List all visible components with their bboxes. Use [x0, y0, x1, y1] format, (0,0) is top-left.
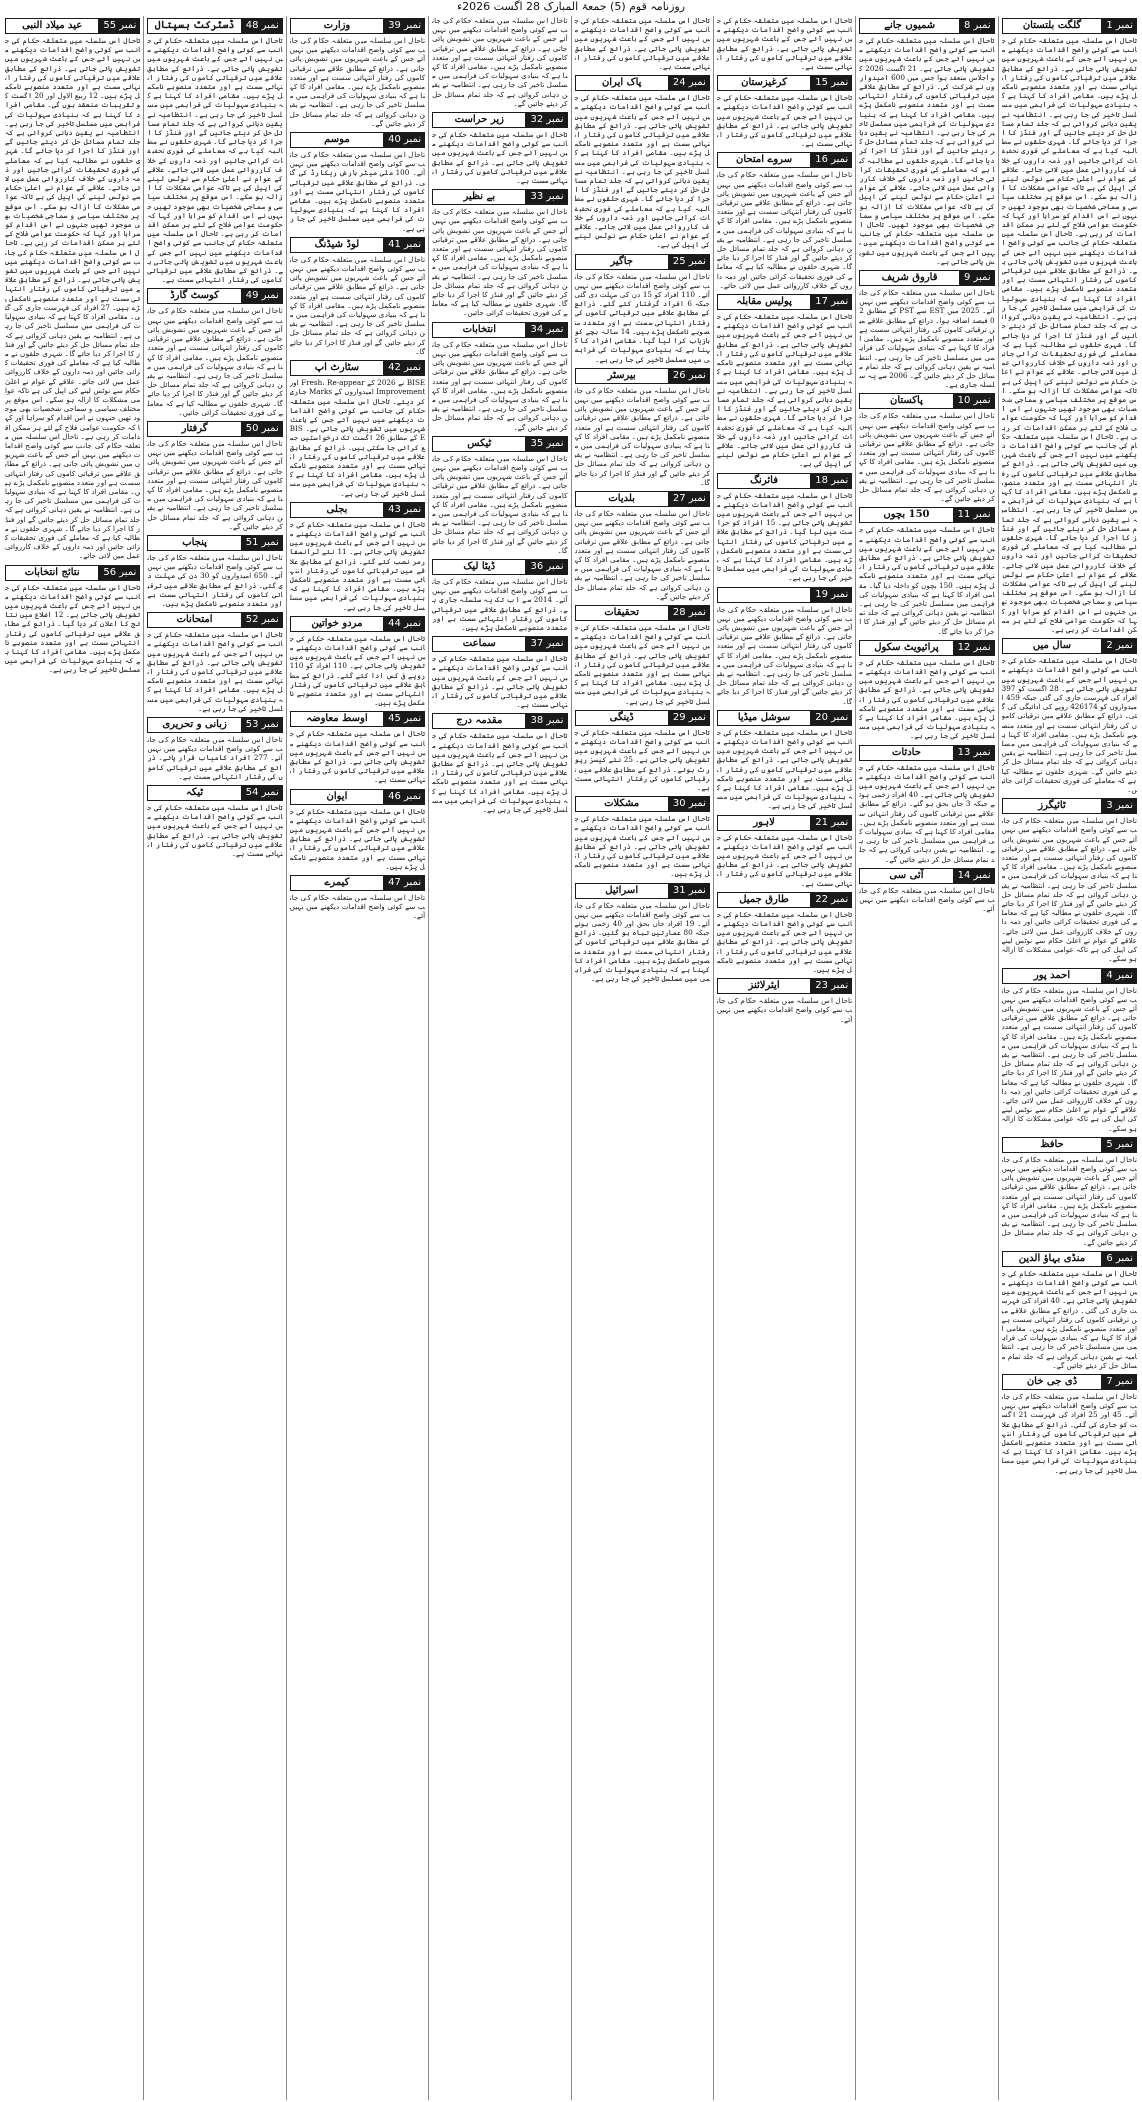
- story-body: تاحال اس سلسلہ میں متعلقہ حکام کی جانب سے کوئی واضح اقدامات دیکھنے میں نہیں آئے۔: [859, 885, 995, 914]
- story-title: پنجاب: [147, 535, 241, 551]
- story-number-badge: نمبر 38: [526, 713, 567, 729]
- story-headline-bar: [1002, 798, 1137, 814]
- story-body: تاحال اس سلسلہ میں متعلقہ حکام کی جانب سے کوئی واضح اقدامات دیکھنے میں نہیں آئے جس کے باعث شہریوں میں تشویش پائی جاتی ہے۔ ذرائع کے مطابق علاقے میں ترقیاتی کاموں کی رفتار انتہائی سست ہے۔: [716, 93, 853, 149]
- story-headline-bar: [717, 152, 852, 168]
- story-headline-bar: [147, 18, 282, 34]
- story-body: تاحال اس سلسلہ میں متعلقہ حکام کی جانب سے کوئی واضح اقدامات دیکھنے میں نہیں آئے جس کے باعث شہریوں میں تشویش پائی جاتی ہے۔ ذرائع کے مطابق علاقے میں ترقیاتی کاموں کی رفتار انتہائی سست ہے اور متعدد منصوبے نامکمل پڑے ہیں۔ مقامی افراد کا کہنا ہے کہ بنیادی سہولیات کی فراہمی میں مسلسل تاخیر کی جا رہی ہے۔ انتظامیہ نے یقین دہانی کروائی ہے کہ جلد تمام مسائل حل کر دیئے جائیں گے اور فنڈز کا اجرا کر دیا جائے گا۔ شہری حلقوں نے مطالبہ کیا ہے کہ معاملے کی فوری تحقیقات کرائی جائیں اور ذمہ داروں کے خلاف کارروائی عمل میں لائی جائے۔ علاقے کے عوام نے اعلیٰ حکام سے نوٹس لینے کی اپیل کی ہے تاکہ عوامی مشکلات کا ازالہ ہو سکے۔ اس موقع پر مختلف سیاسی و سماجی شخصیات بھی موجود تھیں جنہوں نے اس اقدام کو سراہا اور کہا کہ حکومت عوامی فلاح کے لئے ہر ممکن اقدامات کر رہی ہے۔ تاحال اس سلسلہ میں متعلقہ حکام کی جانب سے کوئی واضح اقدامات دیکھنے میں نہیں آئے جس کے باعث شہریوں میں تشویش پائی جاتی ہے۔ ذرائع کے مطابق علاقے میں ترقیاتی کاموں کی رفتار انتہائی سست ہے اور متعدد منصوبے نامکمل پڑے ہیں۔ مقامی افراد کا کہنا ہے کہ بنیادی سہولیات کی فراہمی میں مسلسل تاخیر کی جا رہی ہے۔ انتظامیہ نے یقین دہانی کروائی ہے کہ جلد تمام مسائل حل کر دیئے جائیں گے اور فنڈز کا اجرا کر دیا جائے گا۔ شہری حلقوں نے مطالبہ کیا ہے کہ معاملے کی فوری تحقیقات کرائی جائیں اور ذمہ داروں کے خلاف کارروائی عمل میں لائی جائے۔ علاقے کے عوام نے اعلیٰ حکام سے نوٹس لینے کی اپیل کی ہے تاکہ عوامی مشکلات کا ازالہ ہو سکے۔ اس موقع پر مختلف سیاسی و سماجی شخصیات بھی موجود تھیں جنہوں نے اس اقدام کو سراہا اور کہا کہ حکومت عوامی فلاح کے لئے ہر ممکن اقدامات کر رہی ہے۔ تاحال اس سلسلہ میں متعلقہ حکام کی جانب سے کوئی واضح اقدامات دیکھنے میں نہیں آئے جس کے باعث شہریوں میں تشویش پائی جاتی ہے۔ ذرائع کے مطابق علاقے میں ترقیاتی کاموں کی رفتار انتہائی سست ہے اور متعدد منصوبے نامکمل پڑے ہیں۔ مقامی افراد کا کہنا ہے کہ بنیادی سہولیات کی فراہمی میں مسلسل تاخیر کی جا رہی ہے۔ انتظامیہ نے یقین دہانی کروائی ہے کہ جلد تمام مسائل حل کر دیئے جائیں گے اور فنڈز کا اجرا کر دیا جائے گا۔ شہری حلقوں نے مطالبہ کیا ہے کہ معاملے کی فوری تحقیقات کرائی جائیں اور ذمہ داروں کے خلاف کارروائی عمل میں لائی جائے۔ علاقے کے عوام نے اعلیٰ حکام سے نوٹس لینے کی اپیل کی ہے تاکہ عوامی مشکلات کا ازالہ ہو سکے۔ اس موقع پر مختلف سیاسی و سماجی شخصیات بھی موجود تھیں جنہوں نے اس اقدام کو سراہا اور کہا کہ حکومت عوامی فلاح کے لئے ہر ممکن اقدامات کر رہی ہے۔: [1001, 36, 1137, 634]
- story-title: ایوان: [290, 789, 384, 805]
- story-headline-bar: [1002, 1137, 1137, 1153]
- story-number-badge: نمبر 56: [99, 565, 140, 581]
- story-headline-bar: [147, 288, 282, 304]
- story-title: بلدیات: [575, 491, 669, 507]
- news-story: [575, 75, 710, 249]
- story-number-badge: نمبر 46: [384, 789, 425, 805]
- story-headline-bar: [575, 883, 710, 899]
- story-body: تاحال اس سلسلہ میں متعلقہ حکام کی جانب سے کوئی واضح اقدامات دیکھنے میں نہیں آئے جس کے باعث شہریوں میں تشویش پائی جاتی ہے۔ ذرائع کے مطابق علاقے میں ترقیاتی کاموں کی رفتار انتہائی سست ہے اور متعدد منصوبے نامکمل پڑے ہیں۔ مقامی افراد کا کہنا ہے کہ بنیادی سہولیات کی فراہمی میں مسلسل تاخیر کی جا رہی ہے۔ انتظامیہ نے یقین دہانی کروائی ہے کہ جلد تمام مسائل حل کر دیئے جائیں گے۔: [859, 411, 995, 504]
- news-story: [575, 16, 710, 71]
- news-story: [432, 16, 567, 108]
- story-body: تاحال اس سلسلہ میں متعلقہ حکام کی جانب سے کوئی واضح اقدامات دیکھنے میں نہیں آئے۔ 277 افراد کامیاب قرار پائے۔ ذرائع کے مطابق علاقے میں ترقیاتی کاموں کی رفتار انتہائی سست ہے۔: [147, 735, 283, 781]
- story-number-badge: نمبر 36: [526, 559, 567, 575]
- story-title: پولیس مقابلہ: [717, 294, 811, 310]
- story-headline-bar: [290, 789, 425, 805]
- story-body: تاحال اس سلسلہ میں متعلقہ حکام کی جانب سے کوئی واضح اقدامات دیکھنے میں نہیں آئے۔ 650 امیدواروں کو 30 دن کی مہلت دی گئی۔ ذرائع کے مطابق علاقے میں ترقیاتی کاموں کی رفتار انتہائی سست ہے اور متعدد منصوبے نامکمل پڑے ہیں۔: [147, 552, 283, 608]
- newspaper-page: [2, 16, 1140, 2100]
- story-headline-bar: [290, 132, 425, 148]
- news-story: [147, 612, 282, 713]
- news-story: [717, 978, 852, 1024]
- story-title: ڈسٹرکٹ ہسپتال: [147, 18, 241, 34]
- news-column: [286, 16, 428, 2100]
- story-number-badge: نمبر 52: [242, 612, 283, 628]
- story-headline-bar: [859, 745, 994, 761]
- story-headline-bar: [859, 507, 994, 523]
- story-body: تاحال اس سلسلہ میں متعلقہ حکام کی جانب سے کوئی واضح اقدامات دیکھنے میں نہیں آئے۔: [289, 893, 426, 921]
- story-number-badge: نمبر 37: [526, 636, 567, 652]
- story-headline-bar: [859, 640, 994, 656]
- story-number-badge: نمبر 24: [669, 75, 710, 91]
- story-title: حادثات: [859, 745, 953, 761]
- story-number-badge: نمبر 5: [1102, 1137, 1137, 1153]
- story-body: تاحال اس سلسلہ میں متعلقہ حکام کی جانب سے کوئی واضح اقدامات دیکھنے میں نہیں آئے جس کے باعث شہریوں میں تشویش پائی جاتی ہے۔ ذرائع کے مطابق علاقے میں ترقیاتی کاموں کی رفتار انتہائی سست ہے اور متعدد منصوبے نامکمل پڑے ہیں۔ مقامی افراد کا کہنا ہے کہ بنیادی سہولیات کی فراہمی میں مسلسل تاخیر کی جا رہی ہے۔ انتظامیہ نے یقین دہانی کروائی ہے کہ جلد تمام مسائل حل کر دیئے جائیں گے۔: [574, 508, 710, 601]
- story-number-badge: نمبر 3: [1102, 798, 1137, 814]
- story-title: بجلی: [290, 502, 384, 518]
- story-headline-bar: [1002, 968, 1137, 984]
- story-body: تاحال اس سلسلہ میں متعلقہ حکام کی جانب سے کوئی واضح اقدامات دیکھنے میں نہیں آئے جس کے باعث شہریوں میں تشویش پائی جاتی ہے۔ ذرائع کے مطابق علاقے میں ترقیاتی کاموں کی رفتار انتہائی سست ہے اور متعدد منصوبے نامکمل پڑے ہیں۔ مقامی افراد کا کہنا ہے کہ بنیادی سہولیات کی فراہمی میں مسلسل تاخیر کی جا رہی ہے۔ انتظامیہ نے یقین دہانی کروائی ہے کہ جلد تمام مسائل حل کر دیئے جائیں گے اور فنڈز کا اجرا کر دیا جائے گا۔: [574, 385, 710, 487]
- news-story: [717, 294, 852, 468]
- story-headline-bar: [859, 868, 994, 884]
- story-number-badge: نمبر 2: [1102, 638, 1137, 654]
- story-body: تاحال اس سلسلہ میں متعلقہ حکام کی جانب سے کوئی واضح اقدامات دیکھنے میں نہیں آئے جس کے باعث شہریوں میں تشویش پائی جاتی ہے۔ ذرائع کے مطابق علاقے میں ترقیاتی کاموں کی رفتار انتہائی سست ہے اور متعدد منصوبے نامکمل پڑے ہیں۔ مقامی افراد کا کہنا ہے کہ بنیادی سہولیات کی فراہمی میں مسلسل تاخیر کی جا رہی ہے۔ انتظامیہ نے یقین دہانی کروائی ہے کہ جلد تمام مسائل حل کر دیئے جائیں گے۔: [1001, 1154, 1137, 1247]
- story-body: تاحال اس سلسلہ میں متعلقہ حکام کی جانب سے کوئی واضح اقدامات دیکھنے میں نہیں آئے جس کے باعث شہریوں میں تشویش پائی جاتی ہے۔ ذرائع کے مطابق علاقے میں ترقیاتی کاموں کی رفتار انتہائی سست ہے اور متعدد منصوبے نامکمل پڑے ہیں۔ مقامی افراد کا کہنا ہے کہ بنیادی سہولیات کی فراہمی میں مسلسل تاخیر کی جا رہی ہے۔ انتظامیہ نے یقین دہانی کروائی ہے کہ جلد تمام مسائل حل کر دیئے جائیں گے۔: [147, 438, 283, 531]
- news-story: [1002, 1137, 1137, 1247]
- news-column: [713, 16, 855, 2100]
- news-story: [1002, 798, 1137, 963]
- story-body: تاحال اس سلسلہ میں متعلقہ حکام کی جانب سے کوئی واضح اقدامات دیکھنے میں نہیں آئے۔ 45 اور 25 افراد کی فہرست 21 اگست کو جاری کی گئی۔ ذرائع کے مطابق علاقے میں ترقیاتی کاموں کی رفتار انتہائی سست ہے اور متعدد منصوبے نامکمل پڑے ہیں۔ مقامی افراد کا کہنا ہے کہ بنیادی سہولیات کی فراہمی میں مسلسل تاخیر کی جا رہی ہے۔: [1001, 1392, 1137, 1475]
- news-column: [428, 16, 570, 2100]
- story-title: کوسٹ گارڈ: [147, 288, 241, 304]
- story-headline-bar: [717, 892, 852, 908]
- story-number-badge: نمبر 45: [384, 711, 425, 727]
- story-title: عید میلاد النبی: [5, 18, 99, 34]
- story-headline-bar: [717, 75, 852, 91]
- story-body: تاحال اس سلسلہ میں متعلقہ حکام کی جانب سے کوئی واضح اقدامات دیکھنے میں نہیں آئے جس کے باعث شہریوں میں تشویش پائی جاتی ہے۔ ذرائع کے مطابق علاقے میں ترقیاتی کاموں کی رفتار انتہائی سست ہے اور متعدد منصوبے نامکمل پڑے ہیں۔ مقامی افراد کا کہنا ہے کہ بنیادی سہولیات کی فراہمی میں مسلسل تاخیر کی جا رہی ہے۔ انتظامیہ نے یقین دہانی کروائی ہے کہ جلد تمام مسائل حل کر دیئے جائیں گے۔: [289, 36, 426, 128]
- story-body: تاحال اس سلسلہ میں متعلقہ حکام کی جانب سے کوئی واضح اقدامات دیکھنے میں نہیں آئے جس کے باعث شہریوں میں تشویش پائی جاتی ہے۔ 21 اگست 2026 کو اجلاس منعقد ہوا جس میں 600 امیدواروں نے شرکت کی۔ ذرائع کے مطابق علاقے میں ترقیاتی کاموں کی رفتار انتہائی سست ہے اور متعدد منصوبے نامکمل پڑے ہیں۔ مقامی افراد کا کہنا ہے کہ بنیادی سہولیات کی فراہمی میں مسلسل تاخیر کی جا رہی ہے۔ انتظامیہ نے یقین دہانی کروائی ہے کہ جلد تمام مسائل حل کر دیئے جائیں گے اور فنڈز کا اجرا کر دیا جائے گا۔ شہری حلقوں نے مطالبہ کیا ہے کہ معاملے کی فوری تحقیقات کرائی جائیں اور ذمہ داروں کے خلاف کارروائی عمل میں لائی جائے۔ علاقے کے عوام نے اعلیٰ حکام سے نوٹس لینے کی اپیل کی ہے تاکہ عوامی مشکلات کا ازالہ ہو سکے۔ اس موقع پر مختلف سیاسی و سماجی شخصیات بھی موجود تھیں۔ تاحال اس سلسلہ میں متعلقہ حکام کی جانب سے کوئی واضح اقدامات دیکھنے میں نہیں آئے جس کے باعث شہریوں میں تشویش پائی جاتی ہے۔: [859, 36, 995, 266]
- story-title: طارق جمیل: [717, 892, 811, 908]
- story-number-badge: نمبر 53: [242, 717, 283, 733]
- news-story: [575, 796, 710, 878]
- news-story: [575, 491, 710, 601]
- news-story: [717, 587, 852, 706]
- news-story: [575, 254, 710, 364]
- story-title: مشکلات: [575, 796, 669, 812]
- story-body: تاحال اس سلسلہ میں متعلقہ حکام کی جانب سے کوئی واضح اقدامات دیکھنے میں نہیں آئے جس کے باعث شہریوں میں تشویش پائی جاتی ہے۔ ذرائع کے مطابق علاقے میں ترقیاتی کاموں کی رفتار انتہائی سست ہے اور متعدد منصوبے نامکمل پڑے ہیں۔ مقامی افراد کا کہنا ہے کہ بنیادی سہولیات کی فراہمی میں مسلسل تاخیر کی جا رہی ہے۔ انتظامیہ نے یقین دہانی کروائی ہے کہ جلد تمام مسائل حل کر دیئے جائیں گے اور فنڈز کا اجرا کر دیا جائے گا۔ شہری حلقوں نے مطالبہ کیا ہے کہ معاملے کی فوری تحقیقات کرائی جائیں اور ذمہ داروں کے خلاف کارروائی عمل میں لائی جائے۔ علاقے کے عوام نے اعلیٰ حکام سے نوٹس لینے کی اپیل کی ہے۔: [716, 312, 853, 469]
- story-title: سماعت: [432, 636, 526, 652]
- news-story: [432, 189, 567, 317]
- news-story: [859, 270, 994, 389]
- story-body: تاحال اس سلسلہ میں متعلقہ حکام کی جانب سے کوئی واضح اقدامات دیکھنے میں نہیں آئے جس کے باعث شہریوں میں تشویش پائی جاتی ہے۔ ذرائع کے مطابق علاقے میں ترقیاتی کاموں کی رفتار انتہائی سست ہے اور متعدد منصوبے نامکمل پڑے ہیں۔ 12 ربیع الاول اور 20 اگست کو تقریبات منعقد ہوں گی۔ مقامی افراد کا کہنا ہے کہ بنیادی سہولیات کی فراہمی میں مسلسل تاخیر کی جا رہی ہے۔ انتظامیہ نے یقین دہانی کروائی ہے کہ جلد تمام مسائل حل کر دیئے جائیں گے اور فنڈز کا اجرا کر دیا جائے گا۔ شہری حلقوں نے مطالبہ کیا ہے کہ معاملے کی فوری تحقیقات کرائی جائیں اور ذمہ داروں کے خلاف کارروائی عمل میں لائی جائے۔ علاقے کے عوام نے اعلیٰ حکام سے نوٹس لینے کی اپیل کی ہے تاکہ عوامی مشکلات کا ازالہ ہو سکے۔ اس موقع پر مختلف سیاسی و سماجی شخصیات بھی موجود تھیں جنہوں نے اس اقدام کو سراہا اور کہا کہ حکومت عوامی فلاح کے لئے ہر ممکن اقدامات کر رہی ہے۔ تاحال اس سلسلہ میں متعلقہ حکام کی جانب سے کوئی واضح اقدامات دیکھنے میں نہیں آئے جس کے باعث شہریوں میں تشویش پائی جاتی ہے۔ ذرائع کے مطابق علاقے میں ترقیاتی کاموں کی رفتار انتہائی سست ہے اور متعدد منصوبے نامکمل پڑے ہیں۔ 27 افراد کی فہرست جاری کی گئی۔ مقامی افراد کا کہنا ہے کہ بنیادی سہولیات کی فراہمی میں مسلسل تاخیر کی جا رہی ہے۔ انتظامیہ نے یقین دہانی کروائی ہے کہ جلد تمام مسائل حل کر دیئے جائیں گے اور فنڈز کا اجرا کر دیا جائے گا۔ شہری حلقوں نے مطالبہ کیا ہے کہ معاملے کی فوری تحقیقات کرائی جائیں اور ذمہ داروں کے خلاف کارروائی عمل میں لائی جائے۔ علاقے کے عوام نے اعلیٰ حکام سے نوٹس لینے کی اپیل کی ہے تاکہ عوامی مشکلات کا ازالہ ہو سکے۔ اس موقع پر مختلف سیاسی و سماجی شخصیات بھی موجود تھیں جنہوں نے اس اقدام کو سراہا اور کہا کہ حکومت عوامی فلاح کے لئے ہر ممکن اقدامات کر رہی ہے۔ تاحال اس سلسلہ میں متعلقہ حکام کی جانب سے کوئی واضح اقدامات دیکھنے میں نہیں آئے جس کے باعث شہریوں میں تشویش پائی جاتی ہے۔ ذرائع کے مطابق علاقے میں ترقیاتی کاموں کی رفتار انتہائی سست ہے اور متعدد منصوبے نامکمل پڑے ہیں۔ مقامی افراد کا کہنا ہے کہ بنیادی سہولیات کی فراہمی میں مسلسل تاخیر کی جا رہی ہے۔ انتظامیہ نے یقین دہانی کروائی ہے کہ جلد تمام مسائل حل کر دیئے جائیں گے اور فنڈز کا اجرا کر دیا جائے گا۔ شہری حلقوں نے مطالبہ کیا ہے کہ معاملے کی فوری تحقیقات کرائی جائیں اور ذمہ داروں کے خلاف کارروائی عمل میں لائی جائے۔: [5, 36, 141, 561]
- story-headline-bar: [1002, 638, 1137, 654]
- news-story: [859, 640, 994, 741]
- story-body: BISE نے 2026 کے Fresh، Re-appear اور Improvement امیدواروں کے Marks جاری کر دیئے۔ تاحال اس سلسلہ میں متعلقہ حکام کی جانب سے کوئی واضح اقدامات دیکھنے میں نہیں آئے جس کے باعث شہریوں میں تشویش پائی جاتی ہے۔ BISE کے مطابق 26 اگست تک درخواستیں جمع کرائی جا سکتی ہیں۔ ذرائع کے مطابق علاقے میں ترقیاتی کاموں کی رفتار انتہائی سست ہے اور متعدد منصوبے نامکمل پڑے ہیں۔ مقامی افراد کا کہنا ہے کہ بنیادی سہولیات کی فراہمی میں مسلسل تاخیر کی جا رہی ہے۔: [289, 378, 426, 498]
- story-number-badge: نمبر 25: [669, 254, 710, 270]
- story-number-badge: نمبر 10: [954, 393, 995, 409]
- story-body: تاحال اس سلسلہ میں متعلقہ حکام کی جانب سے کوئی واضح اقدامات دیکھنے میں نہیں آئے جس کے باعث شہریوں میں تشویش پائی جاتی ہے۔ ذرائع کے مطابق علاقے میں ترقیاتی کاموں کی رفتار انتہائی سست ہے اور متعدد منصوبے نامکمل پڑے ہیں۔: [716, 909, 853, 975]
- story-title: اوسط معاوضہ: [290, 711, 384, 727]
- story-body: تاحال اس سلسلہ میں متعلقہ حکام کی جانب سے کوئی واضح اقدامات دیکھنے میں نہیں آئے۔ 2025 میں EST سے PST کے مطابق 20 فیصد اضافہ ہوا۔ ذرائع کے مطابق علاقے میں ترقیاتی کاموں کی رفتار انتہائی سست ہے اور متعدد منصوبے نامکمل پڑے ہیں۔ مقامی افراد کا کہنا ہے کہ بنیادی سہولیات کی فراہمی میں مسلسل تاخیر کی جا رہی ہے۔ انتظامیہ نے یقین دہانی کروائی ہے کہ جلد تمام مسائل حل کر دیئے جائیں گے۔ 2006 سے یہ سلسلہ جاری ہے۔: [859, 288, 995, 390]
- story-number-badge: نمبر 32: [526, 112, 567, 128]
- story-body: تاحال اس سلسلہ میں متعلقہ حکام کی جانب سے کوئی واضح اقدامات دیکھنے میں نہیں آئے۔ 2014 سے اب تک یہ سلسلہ جاری ہے۔ ذرائع کے مطابق علاقے میں ترقیاتی کاموں کی رفتار انتہائی سست ہے اور متعدد منصوبے نامکمل پڑے ہیں۔: [432, 576, 568, 632]
- news-story: [432, 713, 567, 814]
- story-number-badge: نمبر 20: [811, 710, 852, 726]
- story-headline-bar: [5, 18, 140, 34]
- story-headline-bar: [147, 785, 282, 801]
- story-body: تاحال اس سلسلہ میں متعلقہ حکام کی جانب سے کوئی واضح اقدامات دیکھنے میں نہیں آئے جس کے باعث شہریوں میں تشویش پائی جاتی ہے۔ ذرائع کے مطابق علاقے میں ترقیاتی کاموں کی رفتار انتہائی سست ہے۔: [432, 654, 568, 710]
- story-body: تاحال اس سلسلہ میں متعلقہ حکام کی جانب سے کوئی واضح اقدامات دیکھنے میں نہیں آئے جس کے باعث شہریوں میں تشویش پائی جاتی ہے۔ ذرائع کے مطابق علاقے میں ترقیاتی کاموں کی رفتار انتہائی سست ہے اور متعدد منصوبے نامکمل پڑے ہیں۔ مقامی افراد کا کہنا ہے کہ بنیادی سہولیات کی فراہمی میں مسلسل تاخیر کی جا رہی ہے۔ انتظامیہ نے یقین دہانی کروائی ہے کہ جلد تمام مسائل حل کر دیئے جائیں گے اور فنڈز کا اجرا کر دیا جائے گا۔ شہری حلقوں نے مطالبہ کیا ہے کہ معاملے کی فوری تحقیقات کرائی جائیں اور ذمہ داروں کے خلاف کارروائی عمل میں لائی جائے۔ علاقے کے عوام نے اعلیٰ حکام سے نوٹس لینے کی اپیل کی ہے تاکہ عوامی مشکلات کا ازالہ ہو سکے۔ اس موقع پر مختلف سیاسی و سماجی شخصیات بھی موجود تھیں جنہوں نے اس اقدام کو سراہا اور کہا کہ حکومت عوامی فلاح کے لئے ہر ممکن اقدامات کر رہی ہے۔ تاحال اس سلسلہ میں متعلقہ حکام کی جانب سے کوئی واضح اقدامات دیکھنے میں نہیں آئے جس کے باعث شہریوں میں تشویش پائی جاتی ہے۔ ذرائع کے مطابق علاقے میں ترقیاتی کاموں کی رفتار انتہائی سست ہے۔: [147, 36, 283, 285]
- story-headline-bar: [290, 711, 425, 727]
- story-title: کرغیزستان: [717, 75, 811, 91]
- story-title: ٹائیگرز: [1002, 798, 1103, 814]
- story-title: اسرائیل: [575, 883, 669, 899]
- story-number-badge: نمبر 40: [384, 132, 425, 148]
- story-body: تاحال اس سلسلہ میں متعلقہ حکام کی جانب سے کوئی واضح اقدامات دیکھنے میں نہیں آئے جس کے باعث شہریوں میں تشویش پائی جاتی ہے۔ ذرائع کے مطابق علاقے میں ترقیاتی کاموں کی رفتار انتہائی سست ہے اور متعدد منصوبے نامکمل پڑے ہیں۔ مقامی افراد کا کہنا ہے کہ بنیادی سہولیات کی فراہمی میں مسلسل تاخیر کی جا رہی ہے۔ انتظامیہ نے یقین دہانی کروائی ہے کہ جلد تمام مسائل حل کر دیئے جائیں گے اور فنڈز کا اجرا کر دیا جائے گا۔: [432, 453, 568, 555]
- story-number-badge: نمبر 18: [811, 473, 852, 489]
- story-headline-bar: [5, 565, 140, 581]
- story-title: امتحانات: [147, 612, 241, 628]
- story-number-badge: نمبر 26: [669, 368, 710, 384]
- story-number-badge: نمبر 11: [954, 507, 995, 523]
- story-body: تاحال اس سلسلہ میں متعلقہ حکام کی جانب سے کوئی واضح اقدامات دیکھنے میں نہیں آئے جس کے باعث شہریوں میں تشویش پائی جاتی ہے۔ ذرائع کے مطابق علاقے میں ترقیاتی کاموں کی رفتار انتہائی سست ہے اور متعدد منصوبے نامکمل پڑے ہیں۔ مقامی افراد کا کہنا ہے کہ بنیادی سہولیات کی فراہمی میں مسلسل تاخیر کی جا رہی ہے۔ انتظامیہ نے یقین دہانی کروائی ہے کہ جلد تمام مسائل حل کر دیئے جائیں گے۔: [432, 16, 568, 108]
- story-title: نتائج انتخابات: [5, 565, 99, 581]
- story-title: وزارت: [290, 18, 384, 34]
- story-title: ٹیکس: [432, 436, 526, 452]
- story-title: جاگیر: [575, 254, 669, 270]
- news-story: [1002, 1251, 1137, 1370]
- story-number-badge: نمبر 29: [669, 710, 710, 726]
- story-headline-bar: [1002, 1251, 1137, 1267]
- story-title: بیرسٹر: [575, 368, 669, 384]
- news-story: [1002, 968, 1137, 1133]
- news-column: [2, 16, 143, 2100]
- story-headline-bar: [290, 360, 425, 376]
- news-story: [859, 868, 994, 914]
- story-headline-bar: [432, 636, 567, 652]
- story-title: فائرنگ: [717, 473, 811, 489]
- story-title: بے نظیر: [432, 189, 526, 205]
- news-story: [432, 636, 567, 709]
- story-title: زبانی و تحریری: [147, 717, 241, 733]
- story-number-badge: نمبر 14: [954, 868, 995, 884]
- story-title: 150 بچوں: [859, 507, 953, 523]
- news-story: [290, 789, 425, 871]
- story-number-badge: نمبر 9: [960, 270, 995, 286]
- news-column: [143, 16, 285, 2100]
- story-headline-bar: [1002, 18, 1137, 34]
- story-number-badge: نمبر 7: [1102, 1374, 1137, 1390]
- news-story: [717, 473, 852, 583]
- story-body: تاحال اس سلسلہ میں متعلقہ حکام کی جانب سے کوئی واضح اقدامات دیکھنے میں نہیں آئے۔ 100 ملی میٹر بارش ریکارڈ کی گئی۔ ذرائع کے مطابق علاقے میں ترقیاتی کاموں کی رفتار انتہائی سست ہے اور متعدد منصوبے نامکمل پڑے ہیں۔ مقامی افراد کا کہنا ہے کہ بنیادی سہولیات کی فراہمی میں مسلسل تاخیر کی جا رہی ہے۔: [289, 150, 426, 233]
- story-title: لاہور: [717, 815, 811, 831]
- news-story: [290, 875, 425, 921]
- story-body: تاحال اس سلسلہ میں متعلقہ حکام کی جانب سے کوئی واضح اقدامات دیکھنے میں نہیں آئے جس کے باعث شہریوں میں تشویش پائی جاتی ہے۔ ذرائع کے مطابق علاقے میں ترقیاتی کاموں کی رفتار انتہائی سست ہے اور متعدد منصوبے نامکمل پڑے ہیں۔ مقامی افراد کا کہنا ہے کہ بنیادی سہولیات کی فراہمی میں مسلسل تاخیر کی جا رہی ہے۔ انتظامیہ نے یقین دہانی کروائی ہے کہ جلد تمام مسائل حل کر دیئے جائیں گے۔: [432, 339, 568, 432]
- story-title: منڈی بہاؤ الدین: [1002, 1251, 1103, 1267]
- story-title: حافظ: [1002, 1137, 1103, 1153]
- story-headline-bar: [859, 270, 994, 286]
- story-title: آئی سی: [859, 868, 953, 884]
- news-story: [147, 717, 282, 781]
- story-title: سروے امتحان: [717, 152, 811, 168]
- story-title: ڈیٹا لیک: [432, 559, 526, 575]
- story-number-badge: نمبر 22: [811, 892, 852, 908]
- story-body: تاحال اس سلسلہ میں متعلقہ حکام کی جانب سے کوئی واضح اقدامات دیکھنے میں نہیں آئے جس کے باعث شہریوں میں تشویش پائی جاتی ہے۔ ذرائع کے مطابق علاقے میں ترقیاتی کاموں کی رفتار انتہائی سست ہے اور متعدد منصوبے نامکمل پڑے ہیں۔ مقامی افراد کا کہنا ہے کہ بنیادی سہولیات کی فراہمی میں مسلسل تاخیر کی جا رہی ہے۔ انتظامیہ نے یقین دہانی کروائی ہے کہ جلد تمام مسائل حل کر دیئے جائیں گے اور فنڈز کا اجرا کر دیا جائے گا۔: [289, 254, 426, 356]
- news-column: [855, 16, 997, 2100]
- news-story: [290, 711, 425, 784]
- news-story: [147, 535, 282, 608]
- story-number-badge: نمبر 8: [960, 18, 995, 34]
- story-number-badge: نمبر 34: [526, 322, 567, 338]
- story-number-badge: نمبر 54: [242, 785, 283, 801]
- news-story: [290, 616, 425, 708]
- news-story: [290, 132, 425, 233]
- story-title: موسم: [290, 132, 384, 148]
- story-title: تحقیقات: [575, 605, 669, 621]
- story-number-badge: نمبر 41: [384, 237, 425, 253]
- story-number-badge: نمبر 48: [242, 18, 283, 34]
- story-headline-bar: [575, 491, 710, 507]
- news-story: [432, 112, 567, 185]
- story-number-badge: نمبر 17: [811, 294, 852, 310]
- story-body: تاحال اس سلسلہ میں متعلقہ حکام کی جانب سے کوئی واضح اقدامات دیکھنے میں نہیں آئے جس کے باعث شہریوں میں تشویش پائی جاتی ہے۔ ذرائع کے مطابق علاقے میں ترقیاتی کاموں کی رفتار انتہائی سست ہے۔: [716, 16, 853, 72]
- news-story: [147, 18, 282, 284]
- story-number-badge: نمبر 30: [669, 796, 710, 812]
- story-headline-bar: [432, 713, 567, 729]
- news-story: [147, 421, 282, 531]
- story-headline-bar: [432, 559, 567, 575]
- story-body: تاحال اس سلسلہ میں متعلقہ حکام کی جانب سے کوئی واضح اقدامات دیکھنے میں نہیں آئے جس کے باعث شہریوں میں تشویش پائی جاتی ہے۔ 11 نئے ٹرانسفارمر نصب کئے گئے۔ ذرائع کے مطابق علاقے میں ترقیاتی کاموں کی رفتار انتہائی سست ہے اور متعدد منصوبے نامکمل پڑے ہیں۔ مقامی افراد کا کہنا ہے کہ بنیادی سہولیات کی فراہمی میں مسلسل تاخیر کی جا رہی ہے۔: [289, 519, 426, 612]
- story-headline-bar: [859, 18, 994, 34]
- story-body: تاحال اس سلسلہ میں متعلقہ حکام کی جانب سے کوئی واضح اقدامات دیکھنے میں نہیں آئے جس کے باعث شہریوں میں تشویش پائی جاتی ہے۔ ذرائع کے مطابق علاقے میں ترقیاتی کاموں کی رفتار انتہائی سست ہے اور متعدد منصوبے نامکمل پڑے ہیں۔: [289, 806, 426, 871]
- story-body: تاحال اس سلسلہ میں متعلقہ حکام کی جانب سے کوئی واضح اقدامات دیکھنے میں نہیں آئے جس کے باعث شہریوں میں تشویش پائی جاتی ہے۔ ذرائع کے مطابق علاقے میں ترقیاتی کاموں کی رفتار انتہائی سست ہے اور متعدد منصوبے نامکمل پڑے ہیں۔ مقامی افراد کا کہنا ہے کہ بنیادی سہولیات کی فراہمی میں مسلسل تاخیر کی جا رہی ہے۔: [716, 727, 853, 811]
- story-number-badge: نمبر 39: [384, 18, 425, 34]
- story-number-badge: نمبر 16: [811, 152, 852, 168]
- story-number-badge: نمبر 47: [384, 875, 425, 891]
- news-story: [859, 507, 994, 635]
- news-story: [1002, 638, 1137, 794]
- news-story: [290, 18, 425, 128]
- story-body: تاحال اس سلسلہ میں متعلقہ حکام کی جانب سے کوئی واضح اقدامات دیکھنے میں نہیں آئے جس کے باعث شہریوں میں تشویش پائی جاتی ہے۔ ذرائع کے مطابق علاقے میں ترقیاتی کاموں کی رفتار انتہائی سست ہے۔: [574, 16, 710, 72]
- story-headline-bar: [575, 368, 710, 384]
- story-number-badge: نمبر 6: [1102, 1251, 1137, 1267]
- story-headline-bar: [717, 815, 852, 831]
- story-number-badge: نمبر 21: [811, 815, 852, 831]
- story-headline-bar: [1002, 1374, 1137, 1390]
- story-headline-bar: [859, 393, 994, 409]
- story-headline-bar: [147, 421, 282, 437]
- news-story: [290, 360, 425, 498]
- story-title: لوڈ شیڈنگ: [290, 237, 384, 253]
- news-story: [575, 710, 710, 792]
- news-story: [5, 565, 140, 675]
- story-headline-bar: [575, 605, 710, 621]
- story-body: تاحال اس سلسلہ میں متعلقہ حکام کی جانب سے کوئی واضح اقدامات دیکھنے میں نہیں آئے جس کے باعث شہریوں میں تشویش پائی جاتی ہے۔ 40 افراد زخمی ہوئے جبکہ 3 جاں بحق ہو گئے۔ ذرائع کے مطابق علاقے میں ترقیاتی کاموں کی رفتار انتہائی سست ہے اور متعدد منصوبے نامکمل پڑے ہیں۔ مقامی افراد کا کہنا ہے کہ بنیادی سہولیات کی فراہمی میں مسلسل تاخیر کی جا رہی ہے۔ انتظامیہ نے یقین دہانی کروائی ہے کہ جلد تمام مسائل حل کر دیئے جائیں گے۔: [859, 762, 995, 864]
- story-number-badge: نمبر 42: [384, 360, 425, 376]
- story-number-badge: نمبر 33: [526, 189, 567, 205]
- news-story: [717, 710, 852, 811]
- story-headline-bar: [575, 75, 710, 91]
- story-number-badge: نمبر 28: [669, 605, 710, 621]
- story-body: تاحال اس سلسلہ میں متعلقہ حکام کی جانب سے کوئی واضح اقدامات دیکھنے میں نہیں آئے جس کے باعث شہریوں میں تشویش پائی جاتی ہے۔ ذرائع کے مطابق علاقے میں ترقیاتی کاموں کی رفتار انتہائی سست ہے اور متعدد منصوبے نامکمل پڑے ہیں۔ مقامی افراد کا کہنا ہے کہ بنیادی سہولیات کی فراہمی میں مسلسل تاخیر کی جا رہی ہے۔: [859, 657, 995, 741]
- story-title: ایئرلائنز: [717, 978, 811, 994]
- story-body: تاحال اس سلسلہ میں متعلقہ حکام کی جانب سے کوئی واضح اقدامات دیکھنے میں نہیں آئے جس کے باعث شہریوں میں تشویش پائی جاتی ہے۔ ذرائع کے مطابق علاقے میں ترقیاتی کاموں کی رفتار انتہائی سست ہے اور متعدد منصوبے نامکمل پڑے ہیں۔ مقامی افراد کا کہنا ہے کہ بنیادی سہولیات کی فراہمی میں مسلسل تاخیر کی جا رہی ہے۔: [574, 622, 710, 706]
- news-story: [859, 393, 994, 503]
- news-story: [290, 502, 425, 612]
- story-title: انتخابات: [432, 322, 526, 338]
- story-body: تاحال اس سلسلہ میں متعلقہ حکام کی جانب سے کوئی واضح اقدامات دیکھنے میں نہیں آئے جس کے باعث شہریوں میں تشویش پائی جاتی ہے۔ ذرائع کے مطابق علاقے میں ترقیاتی کاموں کی رفتار انتہائی سست ہے۔: [147, 803, 283, 859]
- story-body: تاحال اس سلسلہ میں متعلقہ حکام کی جانب سے کوئی واضح اقدامات دیکھنے میں نہیں آئے جس کے باعث شہریوں میں تشویش پائی جاتی ہے۔ ذرائع کے مطابق علاقے میں ترقیاتی کاموں کی رفتار انتہائی سست ہے اور متعدد منصوبے نامکمل پڑے ہیں۔ مقامی افراد کا کہنا ہے کہ بنیادی سہولیات کی فراہمی میں مسلسل تاخیر کی جا رہی ہے۔ انتظامیہ نے یقین دہانی کروائی ہے کہ جلد تمام مسائل حل کر دیئے جائیں گے اور فنڈز کا اجرا کر دیا جائے گا۔ شہری حلقوں نے مطالبہ کیا ہے کہ معاملے کی فوری تحقیقات کرائی جائیں اور ذمہ داروں کے خلاف کارروائی عمل میں لائی جائے۔: [716, 170, 853, 290]
- story-body: تاحال اس سلسلہ میں متعلقہ حکام کی جانب سے کوئی واضح اقدامات دیکھنے میں نہیں آئے جس کے باعث شہریوں میں تشویش پائی جاتی ہے۔ 12 اضلاع میں نتائج کا اعلان کر دیا گیا۔ ذرائع کے مطابق علاقے میں ترقیاتی کاموں کی رفتار انتہائی سست ہے اور متعدد منصوبے نامکمل پڑے ہیں۔ مقامی افراد کا کہنا ہے کہ بنیادی سہولیات کی فراہمی میں مسلسل تاخیر کی جا رہی ہے۔: [5, 582, 141, 675]
- story-body: تاحال اس سلسلہ میں متعلقہ حکام کی جانب سے کوئی واضح اقدامات دیکھنے میں نہیں آئے جس کے باعث شہریوں میں تشویش پائی جاتی ہے۔ ذرائع کے مطابق علاقے میں ترقیاتی کاموں کی رفتار انتہائی سست ہے۔: [289, 729, 426, 785]
- story-headline-bar: [432, 436, 567, 452]
- story-title: سوشل میڈیا: [717, 710, 811, 726]
- story-title: سٹارٹ اپ: [290, 360, 384, 376]
- story-title: ٹیکہ: [147, 785, 241, 801]
- news-story: [290, 237, 425, 356]
- story-number-badge: نمبر 31: [669, 883, 710, 899]
- news-story: [717, 16, 852, 71]
- story-headline-bar: [290, 616, 425, 632]
- story-headline-bar: [290, 502, 425, 518]
- story-number-badge: نمبر 4: [1102, 968, 1137, 984]
- news-story: [717, 152, 852, 290]
- story-body: تاحال اس سلسلہ میں متعلقہ حکام کی جانب سے کوئی واضح اقدامات دیکھنے میں نہیں آئے جس کے باعث شہریوں میں تشویش پائی جاتی ہے۔ 15 افراد کو حراست میں لیا گیا۔ ذرائع کے مطابق علاقے میں ترقیاتی کاموں کی رفتار انتہائی سست ہے اور متعدد منصوبے نامکمل پڑے ہیں۔ مقامی افراد کا کہنا ہے کہ بنیادی سہولیات کی فراہمی میں مسلسل تاخیر کی جا رہی ہے۔: [716, 490, 853, 583]
- story-number-badge: نمبر 43: [384, 502, 425, 518]
- news-story: [147, 288, 282, 416]
- story-body: تاحال اس سلسلہ میں متعلقہ حکام کی جانب سے کوئی واضح اقدامات دیکھنے میں نہیں آئے۔ 19 افراد جاں بحق اور 40 زخمی ہوئے جبکہ 80 عمارتیں تباہ ہو گئیں۔ ذرائع کے مطابق علاقے میں ترقیاتی کاموں کی رفتار انتہائی سست ہے اور متعدد منصوبے نامکمل پڑے ہیں۔ مقامی افراد کا کہنا ہے کہ بنیادی سہولیات کی فراہمی میں مسلسل تاخیر کی جا رہی ہے۔: [574, 900, 710, 984]
- news-story: [1002, 18, 1137, 634]
- news-story: [432, 436, 567, 555]
- story-body: تاحال اس سلسلہ میں متعلقہ حکام کی جانب سے کوئی واضح اقدامات دیکھنے میں نہیں آئے جس کے باعث شہریوں میں تشویش پائی جاتی ہے۔ ذرائع کے مطابق علاقے میں ترقیاتی کاموں کی رفتار انتہائی سست ہے۔: [432, 130, 568, 186]
- story-title: پاک ایران: [575, 75, 669, 91]
- story-body: تاحال اس سلسلہ میں متعلقہ حکام کی جانب سے کوئی واضح اقدامات دیکھنے میں نہیں آئے جس کے باعث شہریوں میں تشویش پائی جاتی ہے۔ ذرائع کے مطابق علاقے میں ترقیاتی کاموں کی رفتار انتہائی سست ہے اور متعدد منصوبے نامکمل پڑے ہیں۔ مقامی افراد کا کہنا ہے کہ بنیادی سہولیات کی فراہمی میں مسلسل تاخیر کی جا رہی ہے۔ انتظامیہ نے یقین دہانی کروائی ہے کہ جلد تمام مسائل حل کر دیئے جائیں گے اور فنڈز کا اجرا کر دیا جائے گا۔ شہری حلقوں نے مطالبہ کیا ہے کہ معاملے کی فوری تحقیقات کرائی جائیں اور ذمہ داروں کے خلاف کارروائی عمل میں لائی جائے۔ علاقے کے عوام نے اعلیٰ حکام سے نوٹس لینے کی اپیل کی ہے تاکہ عوامی مشکلات کا ازالہ ہو سکے۔: [1001, 985, 1137, 1133]
- story-title: ڈینگی: [575, 710, 669, 726]
- news-story: [859, 18, 994, 266]
- story-title: قاروق شریف: [859, 270, 960, 286]
- news-story: [5, 18, 140, 561]
- news-story: [1002, 1374, 1137, 1475]
- story-title: احمد پور: [1002, 968, 1103, 984]
- news-column: [998, 16, 1140, 2100]
- news-column: [571, 16, 713, 2100]
- news-story: [717, 815, 852, 888]
- story-body: تاحال اس سلسلہ میں متعلقہ حکام کی جانب سے کوئی واضح اقدامات دیکھنے میں نہیں آئے جس کے باعث شہریوں میں تشویش پائی جاتی ہے۔ ذرائع کے مطابق علاقے میں ترقیاتی کاموں کی رفتار انتہائی سست ہے اور متعدد منصوبے نامکمل پڑے ہیں۔ مقامی افراد کا کہنا ہے کہ بنیادی سہولیات کی فراہمی میں مسلسل تاخیر کی جا رہی ہے۔: [147, 630, 283, 713]
- story-number-badge: نمبر 55: [99, 18, 140, 34]
- story-headline-bar: [147, 717, 282, 733]
- news-story: [575, 368, 710, 487]
- news-story: [575, 883, 710, 984]
- story-body: تاحال اس سلسلہ میں متعلقہ حکام کی جانب سے کوئی واضح اقدامات دیکھنے میں نہیں آئے جس کے باعث شہریوں میں تشویش پائی جاتی ہے۔ 110 افراد کو 110 روپے فی کس ادا کئے گئے۔ ذرائع کے مطابق علاقے میں ترقیاتی کاموں کی رفتار انتہائی سست ہے اور متعدد منصوبے نامکمل پڑے ہیں۔: [289, 633, 426, 708]
- story-headline-bar: [575, 796, 710, 812]
- story-headline-bar: [717, 294, 852, 310]
- story-headline-bar: [147, 612, 282, 628]
- story-headline-bar: [290, 18, 425, 34]
- story-headline-bar: [432, 189, 567, 205]
- story-body: تاحال اس سلسلہ میں متعلقہ حکام کی جانب سے کوئی واضح اقدامات دیکھنے میں نہیں آئے جس کے باعث شہریوں میں تشویش پائی جاتی ہے۔ ذرائع کے مطابق علاقے میں ترقیاتی کاموں کی رفتار انتہائی سست ہے اور متعدد منصوبے نامکمل پڑے ہیں۔: [574, 814, 710, 879]
- story-headline-bar: [432, 112, 567, 128]
- story-number-badge: نمبر 15: [811, 75, 852, 91]
- story-body: تاحال اس سلسلہ میں متعلقہ حکام کی جانب سے کوئی واضح اقدامات دیکھنے میں نہیں آئے جس کے باعث شہریوں میں تشویش پائی جاتی ہے۔ 40 افراد کی فہرست جاری کی گئی۔ ذرائع کے مطابق علاقے میں ترقیاتی کاموں کی رفتار انتہائی سست ہے اور متعدد منصوبے نامکمل پڑے ہیں۔ مقامی افراد کا کہنا ہے کہ بنیادی سہولیات کی فراہمی میں مسلسل تاخیر کی جا رہی ہے۔ انتظامیہ نے یقین دہانی کروائی ہے کہ جلد تمام مسائل حل کر دیئے جائیں گے۔: [1001, 1268, 1137, 1370]
- story-headline-bar: [575, 710, 710, 726]
- news-story: [147, 785, 282, 858]
- story-title: [717, 587, 811, 603]
- story-number-badge: نمبر 27: [669, 491, 710, 507]
- story-body: تاحال اس سلسلہ میں متعلقہ حکام کی جانب سے کوئی واضح اقدامات دیکھنے میں نہیں آئے جس کے باعث شہریوں میں تشویش پائی جاتی ہے۔ ذرائع کے مطابق علاقے میں ترقیاتی کاموں کی رفتار انتہائی سست ہے۔: [716, 832, 853, 888]
- news-story: [859, 745, 994, 864]
- story-headline-bar: [717, 710, 852, 726]
- news-story: [575, 605, 710, 706]
- news-story: [432, 559, 567, 632]
- story-headline-bar: [290, 875, 425, 891]
- story-title: شمیوں جانے: [859, 18, 960, 34]
- story-number-badge: نمبر 49: [242, 288, 283, 304]
- story-body: تاحال اس سلسلہ میں متعلقہ حکام کی جانب سے کوئی واضح اقدامات دیکھنے میں نہیں آئے جس کے باعث شہریوں میں تشویش پائی جاتی ہے۔ ذرائع کے مطابق علاقے میں ترقیاتی کاموں کی رفتار انتہائی سست ہے اور متعدد منصوبے نامکمل پڑے ہیں۔ مقامی افراد کا کہنا ہے کہ بنیادی سہولیات کی فراہمی میں مسلسل تاخیر کی جا رہی ہے۔: [432, 731, 568, 815]
- story-title: ڈی جی خان: [1002, 1374, 1103, 1390]
- story-title: زیر حراست: [432, 112, 526, 128]
- story-body: تاحال اس سلسلہ میں متعلقہ حکام کی جانب سے کوئی واضح اقدامات دیکھنے میں نہیں آئے۔ 110 افراد کو 15 دن کی مہلت دی گئی جبکہ 6 افراد گرفتار کئے گئے۔ ذرائع کے مطابق علاقے میں ترقیاتی کاموں کی رفتار انتہائی سست ہے اور متعدد منصوبے نامکمل پڑے ہیں۔ 14 سالہ بچے کو بازیاب کرا لیا گیا۔ مقامی افراد کا کہنا ہے کہ بنیادی سہولیات کی فراہمی میں مسلسل تاخیر کی جا رہی ہے۔: [574, 271, 710, 364]
- story-headline-bar: [432, 322, 567, 338]
- story-body: تاحال اس سلسلہ میں متعلقہ حکام کی جانب سے کوئی واضح اقدامات دیکھنے میں نہیں آئے جس کے باعث شہریوں میں تشویش پائی جاتی ہے۔ 28 اگست کو 397 افراد کی فہرست جاری کی گئی جبکہ 459 امیدواروں کو 426174 روپے کی ادائیگی کی گئی۔ ذرائع کے مطابق علاقے میں ترقیاتی کاموں کی رفتار انتہائی سست ہے اور متعدد منصوبے نامکمل پڑے ہیں۔ مقامی افراد کا کہنا ہے کہ بنیادی سہولیات کی فراہمی میں مسلسل تاخیر کی جا رہی ہے۔ انتظامیہ نے یقین دہانی کروائی ہے کہ جلد تمام مسائل حل کر دیئے جائیں گے۔ شہری حلقوں نے مطالبہ کیا ہے کہ معاملے کی فوری تحقیقات کرائی جائیں۔: [1001, 656, 1137, 795]
- story-title: پرائیویٹ سکول: [859, 640, 953, 656]
- story-body: تاحال اس سلسلہ میں متعلقہ حکام کی جانب سے کوئی واضح اقدامات دیکھنے میں نہیں آئے۔: [716, 996, 853, 1024]
- story-headline-bar: [290, 237, 425, 253]
- story-body: تاحال اس سلسلہ میں متعلقہ حکام کی جانب سے کوئی واضح اقدامات دیکھنے میں نہیں آئے جس کے باعث شہریوں میں تشویش پائی جاتی ہے۔ ذرائع کے مطابق علاقے میں ترقیاتی کاموں کی رفتار انتہائی سست ہے اور متعدد منصوبے نامکمل پڑے ہیں۔ 150 بچوں کو داخلہ دیا گیا۔ مقامی افراد کا کہنا ہے کہ بنیادی سہولیات کی فراہمی میں مسلسل تاخیر کی جا رہی ہے۔ انتظامیہ نے یقین دہانی کروائی ہے کہ جلد تمام مسائل حل کر دیئے جائیں گے اور فنڈز کا اجرا کر دیا جائے گا۔: [859, 525, 995, 636]
- news-story: [717, 75, 852, 148]
- news-story: [717, 892, 852, 974]
- story-body: تاحال اس سلسلہ میں متعلقہ حکام کی جانب سے کوئی واضح اقدامات دیکھنے میں نہیں آئے جس کے باعث شہریوں میں تشویش پائی جاتی ہے۔ ذرائع کے مطابق علاقے میں ترقیاتی کاموں کی رفتار انتہائی سست ہے اور متعدد منصوبے نامکمل پڑے ہیں۔ مقامی افراد کا کہنا ہے کہ بنیادی سہولیات کی فراہمی میں مسلسل تاخیر کی جا رہی ہے۔ انتظامیہ نے یقین دہانی کروائی ہے کہ جلد تمام مسائل حل کر دیئے جائیں گے اور فنڈز کا اجرا کر دیا جائے گا۔ شہری حلقوں نے مطالبہ کیا ہے کہ معاملے کی فوری تحقیقات کرائی جائیں اور ذمہ داروں کے خلاف کارروائی عمل میں لائی جائے۔ علاقے کے عوام نے اعلیٰ حکام سے نوٹس لینے کی اپیل کی ہے تاکہ عوامی مشکلات کا ازالہ ہو سکے۔: [1001, 816, 1137, 964]
- story-number-badge: نمبر 1: [1102, 18, 1137, 34]
- story-headline-bar: [147, 535, 282, 551]
- story-number-badge: نمبر 19: [811, 587, 852, 603]
- story-title: کیمرے: [290, 875, 384, 891]
- story-body: تاحال اس سلسلہ میں متعلقہ حکام کی جانب سے کوئی واضح اقدامات دیکھنے میں نہیں آئے جس کے باعث شہریوں میں تشویش پائی جاتی ہے۔ ذرائع کے مطابق علاقے میں ترقیاتی کاموں کی رفتار انتہائی سست ہے اور متعدد منصوبے نامکمل پڑے ہیں۔ مقامی افراد کا کہنا ہے کہ بنیادی سہولیات کی فراہمی میں مسلسل تاخیر کی جا رہی ہے۔ انتظامیہ نے یقین دہانی کروائی ہے کہ جلد تمام مسائل حل کر دیئے جائیں گے اور فنڈز کا اجرا کر دیا جائے گا۔ شہری حلقوں نے مطالبہ کیا ہے کہ معاملے کی فوری تحقیقات کرائی جائیں۔: [147, 306, 283, 417]
- story-number-badge: نمبر 23: [811, 978, 852, 994]
- story-headline-bar: [717, 473, 852, 489]
- story-title: مقدمہ درج: [432, 713, 526, 729]
- story-body: تاحال اس سلسلہ میں متعلقہ حکام کی جانب سے کوئی واضح اقدامات دیکھنے میں نہیں آئے جس کے باعث شہریوں میں تشویش پائی جاتی ہے۔ ذرائع کے مطابق علاقے میں ترقیاتی کاموں کی رفتار انتہائی سست ہے اور متعدد منصوبے نامکمل پڑے ہیں۔ مقامی افراد کا کہنا ہے کہ بنیادی سہولیات کی فراہمی میں مسلسل تاخیر کی جا رہی ہے۔ انتظامیہ نے یقین دہانی کروائی ہے کہ جلد تمام مسائل حل کر دیئے جائیں گے اور فنڈز کا اجرا کر دیا جائے گا۔: [716, 604, 853, 706]
- story-title: گرفتار: [147, 421, 241, 437]
- story-body: تاحال اس سلسلہ میں متعلقہ حکام کی جانب سے کوئی واضح اقدامات دیکھنے میں نہیں آئے جس کے باعث شہریوں میں تشویش پائی جاتی ہے۔ 25 نئے کیسز رپورٹ ہوئے۔ ذرائع کے مطابق علاقے میں ترقیاتی کاموں کی رفتار انتہائی سست ہے۔: [574, 727, 710, 793]
- story-body: تاحال اس سلسلہ میں متعلقہ حکام کی جانب سے کوئی واضح اقدامات دیکھنے میں نہیں آئے جس کے باعث شہریوں میں تشویش پائی جاتی ہے۔ ذرائع کے مطابق علاقے میں ترقیاتی کاموں کی رفتار انتہائی سست ہے اور متعدد منصوبے نامکمل پڑے ہیں۔ مقامی افراد کا کہنا ہے کہ بنیادی سہولیات کی فراہمی میں مسلسل تاخیر کی جا رہی ہے۔ انتظامیہ نے یقین دہانی کروائی ہے کہ جلد تمام مسائل حل کر دیئے جائیں گے اور فنڈز کا اجرا کر دیا جائے گا۔ شہری حلقوں نے مطالبہ کیا ہے کہ معاملے کی فوری تحقیقات کرائی جائیں اور ذمہ داروں کے خلاف کارروائی عمل میں لائی جائے۔ علاقے کے عوام نے اعلیٰ حکام سے نوٹس لینے کی اپیل کی ہے۔: [574, 93, 710, 250]
- story-number-badge: نمبر 51: [242, 535, 283, 551]
- story-number-badge: نمبر 44: [384, 616, 425, 632]
- story-title: پاکستان: [859, 393, 953, 409]
- story-body: تاحال اس سلسلہ میں متعلقہ حکام کی جانب سے کوئی واضح اقدامات دیکھنے میں نہیں آئے جس کے باعث شہریوں میں تشویش پائی جاتی ہے۔ ذرائع کے مطابق علاقے میں ترقیاتی کاموں کی رفتار انتہائی سست ہے اور متعدد منصوبے نامکمل پڑے ہیں۔ مقامی افراد کا کہنا ہے کہ بنیادی سہولیات کی فراہمی میں مسلسل تاخیر کی جا رہی ہے۔ انتظامیہ نے یقین دہانی کروائی ہے کہ جلد تمام مسائل حل کر دیئے جائیں گے اور فنڈز کا اجرا کر دیا جائے گا۔ شہری حلقوں نے مطالبہ کیا ہے کہ معاملے کی فوری تحقیقات کرائی جائیں۔: [432, 207, 568, 318]
- story-headline-bar: [717, 978, 852, 994]
- story-headline-bar: [717, 587, 852, 603]
- story-title: سال میں: [1002, 638, 1103, 654]
- news-story: [432, 322, 567, 432]
- story-title: مردو خواتین: [290, 616, 384, 632]
- story-number-badge: نمبر 35: [526, 436, 567, 452]
- story-number-badge: نمبر 13: [954, 745, 995, 761]
- story-headline-bar: [575, 254, 710, 270]
- story-title: گلگت بلتستان: [1002, 18, 1103, 34]
- masthead: روزنامہ قوم (5) جمعۃ المبارک 28 اگست 2026ء: [456, 0, 686, 13]
- story-number-badge: نمبر 50: [242, 421, 283, 437]
- story-number-badge: نمبر 12: [954, 640, 995, 656]
